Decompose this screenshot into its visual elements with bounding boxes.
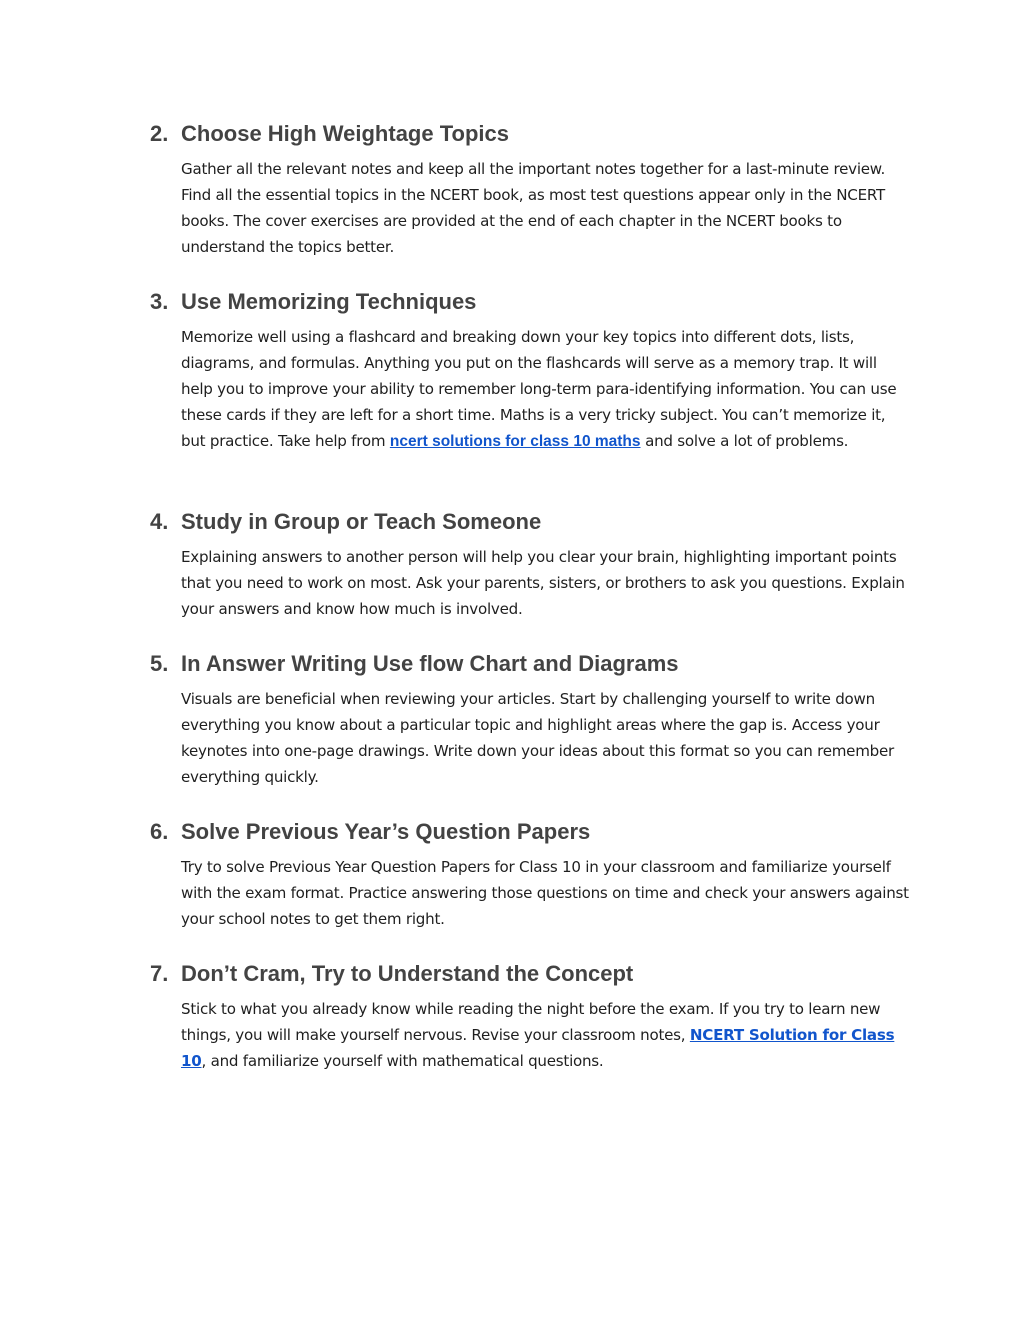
section-heading [150, 650, 910, 678]
section-paragraph: Visuals are beneficial when reviewing your articles. Start by challenging yourself to write down everything you know about a particular topic and highlight areas where the gap is. Access your keynotes into one-page drawings. Write down your ideas about this format so you can remember everything quickly. [181, 690, 894, 786]
section-study-in-group [150, 508, 910, 622]
section-paragraph [181, 324, 911, 455]
section-title: Choose High Weightage Topics [181, 121, 509, 146]
section-paragraph: Gather all the relevant notes and keep all the important notes together for a last-minute review. Find all the essential topics in the NCERT book, as most test questions appear only in the NCERT books. The cover exercises are provided at the end of each chapter in the NCERT books to understand the topics better. [181, 160, 886, 256]
ncert-maths-solutions-link[interactable]: ncert solutions for class 10 maths [389, 433, 641, 450]
paragraph-text: and solve a lot of problems. [640, 432, 849, 450]
section-heading [150, 508, 910, 536]
section-paragraph: Try to solve Previous Year Question Papers for Class 10 in your classroom and familiarize yourself with the exam format. Practice answering those questions on time and check your answers against your school notes to get them right. [181, 858, 909, 928]
section-high-weightage-topics [150, 120, 910, 260]
section-previous-year-papers [150, 818, 910, 932]
section-dont-cram [150, 960, 910, 1074]
section-title: Don’t Cram, Try to Understand the Concept [181, 961, 634, 986]
paragraph-text: Memorize well using a flashcard and breaking down your key topics into different dots, lists, diagrams, and formulas. Anything you put on the flashcards will serve as a memory trap. It will help you to improve your ability to remember long-term para-identifying information. You can use these cards if they are left for a short time. Maths is a very tricky subject. You can’t memorize it, but practice. Take help from [181, 328, 897, 450]
section-heading [150, 960, 910, 988]
section-heading [150, 120, 910, 148]
section-heading [150, 288, 910, 316]
paragraph-text: Stick to what you already know while reading the night before the exam. If you try to learn new things, you will make yourself nervous. Revise your classroom notes, [181, 1000, 881, 1044]
section-title: In Answer Writing Use flow Chart and Diagrams [181, 651, 679, 676]
paragraph-text: , and familiarize yourself with mathematical questions. [201, 1052, 604, 1070]
ncert-class-10-solution-link[interactable]: NCERT Solution for Class 10 [181, 1026, 895, 1070]
section-heading [150, 818, 910, 846]
section-number: 3. [150, 289, 169, 314]
section-title: Study in Group or Teach Someone [181, 509, 542, 534]
section-number: 4. [150, 509, 169, 534]
section-flow-chart-diagrams [150, 650, 910, 790]
section-number: 2. [150, 121, 169, 146]
section-title: Use Memorizing Techniques [181, 289, 477, 314]
section-number: 5. [150, 651, 169, 676]
section-paragraph [181, 996, 911, 1074]
section-number: 6. [150, 819, 169, 844]
section-paragraph: Explaining answers to another person will help you clear your brain, highlighting important points that you need to work on most. Ask your parents, sisters, or brothers to ask you questions. Explain your answers and know how much is involved. [181, 548, 905, 618]
section-number: 7. [150, 961, 169, 986]
section-memorizing-techniques [150, 288, 910, 455]
section-title: Solve Previous Year’s Question Papers [181, 819, 591, 844]
